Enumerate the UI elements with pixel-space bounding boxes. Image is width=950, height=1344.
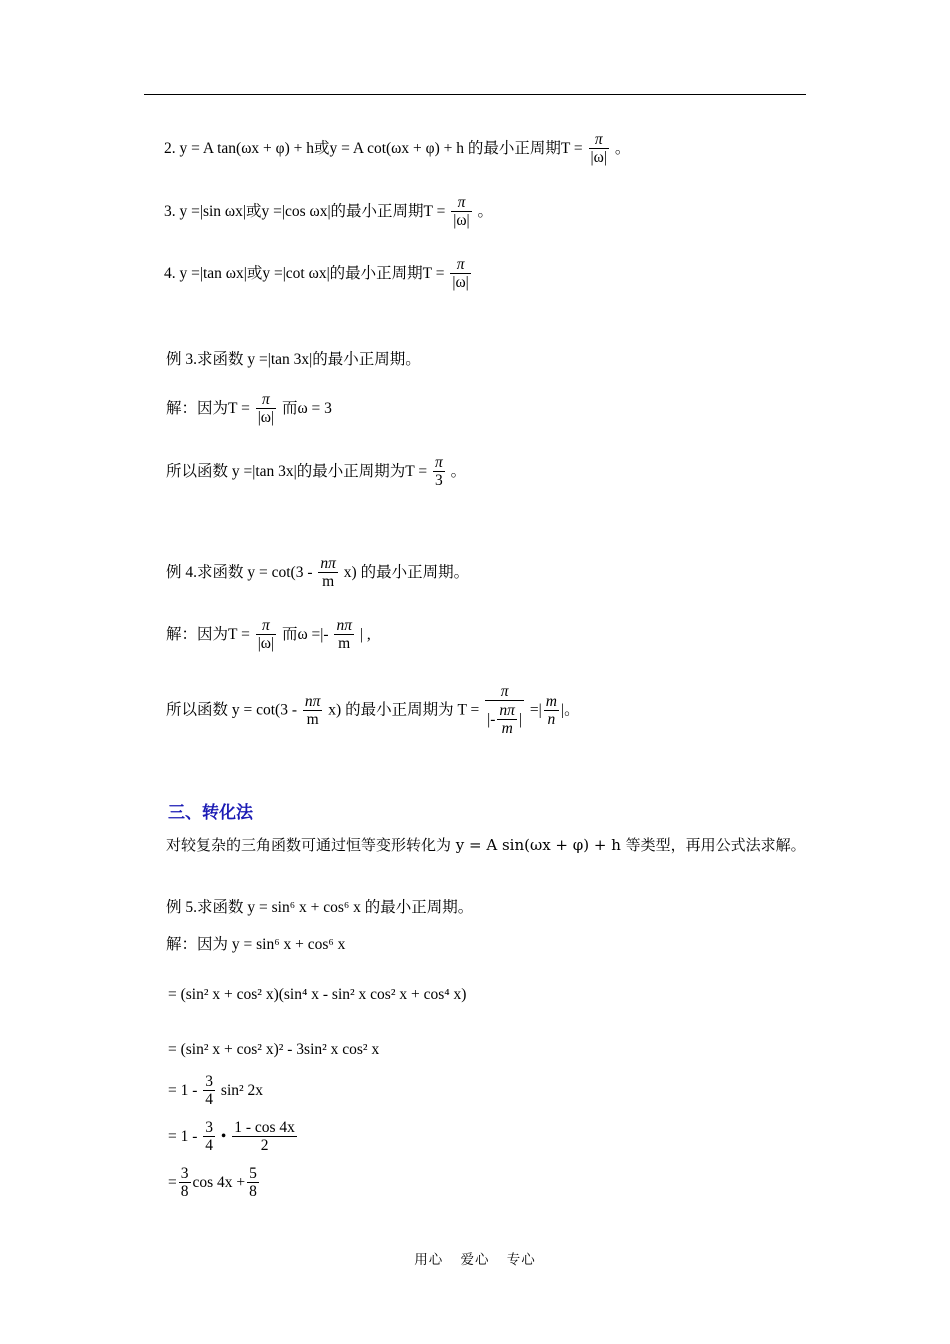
derivation-step-3 xyxy=(168,1074,263,1109)
derivation-step-2 xyxy=(168,1040,379,1060)
denominator: |ω| xyxy=(452,274,469,291)
step-text: = 1 - xyxy=(168,1128,198,1146)
section-heading: 三、转化法 xyxy=(168,803,253,823)
denominator-text: | xyxy=(518,711,523,729)
numerator: π xyxy=(457,194,466,211)
step-text: = (sin² x + cos² x)² - 3sin² x cos² x xyxy=(168,1041,380,1058)
denominator: m xyxy=(318,572,338,591)
numerator: π xyxy=(500,683,509,700)
example-text: 例 3.求函数 y =|tan 3x|的最小正周期。 xyxy=(166,351,421,368)
numerator: π xyxy=(262,617,270,634)
fraction xyxy=(303,694,323,729)
denominator: m xyxy=(497,719,517,738)
formula-text: 3. y =|sin ωx|或y =|cos ωx|的最小正周期T = xyxy=(164,203,446,221)
numerator: nπ xyxy=(499,702,515,719)
solution-text: 解：因为T = xyxy=(166,626,250,644)
formula-line-2 xyxy=(164,132,630,167)
compound-fraction xyxy=(485,684,524,738)
derivation-step-4 xyxy=(168,1120,299,1155)
numerator: π xyxy=(262,391,270,408)
step-text: cos 4x + xyxy=(192,1174,246,1192)
example-4-solution xyxy=(166,618,371,653)
step-text: = (sin² x + cos² x)(sin⁴ x - sin² x cos² x + cos⁴ x) xyxy=(168,986,467,1003)
derivation-step-1 xyxy=(168,985,466,1005)
step-text: = xyxy=(168,1174,177,1192)
footer-word: 用心 xyxy=(414,1252,444,1268)
denominator: |ω| xyxy=(590,149,607,166)
step-text: sin² 2x xyxy=(220,1082,264,1100)
denominator: m xyxy=(303,710,323,729)
denominator: |ω| xyxy=(257,635,275,652)
numerator: m xyxy=(545,692,557,710)
header-rule xyxy=(144,94,806,95)
numerator: nπ xyxy=(304,692,321,710)
punctuation: 。 xyxy=(477,203,494,221)
fraction xyxy=(232,1120,297,1155)
formula-text: 2. y = A tan(ωx + φ) + h或y = A cot(ωx + φ) + h 的最小正周期T = xyxy=(164,140,583,158)
inner-fraction xyxy=(497,703,517,738)
formula-line-3 xyxy=(164,195,493,230)
fraction xyxy=(318,556,338,591)
formula-line-4 xyxy=(164,257,473,292)
example-text: 例 4.求函数 y = cot(3 - xyxy=(166,564,313,582)
numerator: 3 xyxy=(205,1119,214,1136)
example-5-solution xyxy=(166,935,345,955)
denominator: 8 xyxy=(249,1183,257,1200)
denominator: |ω| xyxy=(257,409,275,426)
denominator-text: |- xyxy=(487,711,496,729)
fraction xyxy=(179,1166,191,1201)
solution-text: 解：因为 y = sin⁶ x + cos⁶ x xyxy=(166,936,346,953)
step-text: = 1 - xyxy=(168,1082,198,1100)
denominator: 4 xyxy=(205,1091,214,1108)
example-4-title xyxy=(166,556,469,591)
denominator: 3 xyxy=(433,471,445,490)
punctuation: 。 xyxy=(614,140,631,158)
example-4-result xyxy=(166,684,580,738)
numerator: 3 xyxy=(205,1073,214,1090)
multiply-dot: • xyxy=(220,1128,227,1146)
punctuation: | , xyxy=(359,626,371,644)
numerator: nπ xyxy=(320,555,336,572)
solution-text: 而ω = 3 xyxy=(281,400,332,418)
fraction xyxy=(544,694,559,729)
punctuation: 。 xyxy=(450,463,467,481)
paragraph-intro: 对较复杂的三角函数可通过恒等变形转化为 y = A sin(ωx + φ) + h 等类型，再用公式法求解。 xyxy=(166,836,806,854)
example-5-title xyxy=(166,898,473,918)
denominator xyxy=(485,700,524,738)
numerator: π xyxy=(594,131,603,148)
numerator: nπ xyxy=(336,617,352,634)
solution-text: 而ω =|- xyxy=(281,626,329,644)
example-text: 例 5.求函数 y = sin⁶ x + cos⁶ x 的最小正周期。 xyxy=(166,899,474,916)
numerator: 1 - cos 4x xyxy=(234,1119,295,1136)
fraction xyxy=(433,455,445,490)
denominator: |ω| xyxy=(453,212,470,229)
solution-text: 解：因为T = xyxy=(166,400,250,418)
denominator: 4 xyxy=(205,1137,214,1154)
result-text: 所以函数 y =|tan 3x|的最小正周期为T = xyxy=(166,463,428,481)
fraction xyxy=(256,618,276,653)
numerator: 3 xyxy=(180,1165,189,1182)
fraction xyxy=(450,257,470,292)
fraction xyxy=(256,392,276,427)
denominator: 2 xyxy=(232,1136,297,1155)
example-3-result xyxy=(166,455,466,490)
example-text: x) 的最小正周期。 xyxy=(343,564,470,582)
denominator: 8 xyxy=(180,1183,189,1200)
numerator: 5 xyxy=(249,1165,257,1182)
punctuation: |。 xyxy=(560,701,580,719)
fraction xyxy=(589,132,609,167)
numerator: π xyxy=(434,454,443,471)
fraction xyxy=(203,1120,215,1155)
result-text: 所以函数 y = cot(3 - xyxy=(166,701,298,719)
example-3-title xyxy=(166,350,421,370)
example-3-solution xyxy=(166,392,332,427)
denominator: m xyxy=(334,634,354,653)
footer-word: 专心 xyxy=(506,1252,536,1268)
fraction xyxy=(451,195,471,230)
fraction xyxy=(203,1074,215,1109)
numerator: π xyxy=(456,256,465,273)
fraction xyxy=(334,618,354,653)
derivation-step-5 xyxy=(168,1166,261,1201)
page-footer xyxy=(0,1248,950,1268)
footer-word: 爱心 xyxy=(460,1252,490,1268)
fraction xyxy=(247,1166,259,1201)
result-text: T = xyxy=(457,701,480,719)
formula-text: 4. y =|tan ωx|或y =|cot ωx|的最小正周期T = xyxy=(164,265,445,283)
result-text: x) 的最小正周期为 xyxy=(328,701,454,719)
denominator: n xyxy=(544,710,559,729)
result-text: =| xyxy=(529,701,542,719)
